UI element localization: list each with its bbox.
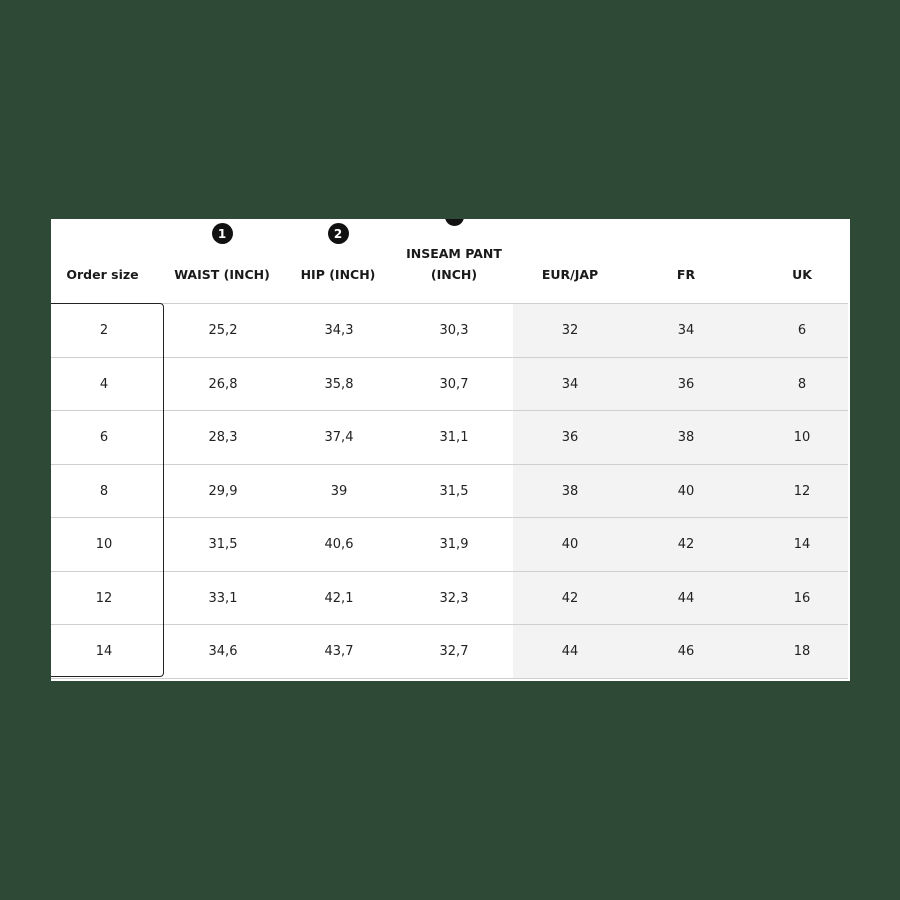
cell-fr: 46 xyxy=(677,644,695,659)
cell-uk: 10 xyxy=(793,430,811,445)
header-waist xyxy=(164,219,280,303)
cell-uk: 18 xyxy=(793,644,811,659)
table-row xyxy=(51,411,848,464)
cell-hip: 37,4 xyxy=(324,430,354,445)
cell-inseam: 32,7 xyxy=(439,644,469,659)
cell-hip: 39 xyxy=(330,483,348,499)
cell-fr: 42 xyxy=(677,537,695,552)
table-row xyxy=(51,465,848,518)
table-header xyxy=(51,219,850,303)
cell-fr: 44 xyxy=(677,590,695,606)
cell-hip: 40,6 xyxy=(324,537,354,552)
cell-uk: 12 xyxy=(793,483,811,499)
cell-eur-jap: 38 xyxy=(561,483,579,499)
cell-hip: 35,8 xyxy=(324,376,354,392)
order-size-highlight xyxy=(51,303,164,677)
marker-2-icon: 2 xyxy=(328,223,349,244)
cell-order-size: 14 xyxy=(95,644,113,659)
cell-inseam: 30,7 xyxy=(439,376,469,392)
cell-inseam: 31,5 xyxy=(439,483,469,499)
table-row xyxy=(51,518,848,571)
header-uk-label: UK xyxy=(792,267,812,282)
header-eur-jap-label: EUR/JAP xyxy=(541,267,599,282)
cell-waist: 33,1 xyxy=(208,590,238,606)
header-hip xyxy=(280,219,396,303)
cell-waist: 25,2 xyxy=(208,323,238,338)
header-inseam-label-line1: INSEAM PANT xyxy=(406,246,502,261)
cell-fr: 36 xyxy=(677,376,695,392)
cell-waist: 31,5 xyxy=(208,537,238,552)
table-row xyxy=(51,358,848,411)
cell-eur-jap: 32 xyxy=(561,323,579,338)
cell-fr: 40 xyxy=(677,483,695,499)
cell-hip: 42,1 xyxy=(324,590,354,606)
table-row xyxy=(51,572,848,625)
cell-eur-jap: 36 xyxy=(561,430,579,445)
header-order-size xyxy=(51,219,154,303)
cell-inseam: 30,3 xyxy=(439,323,469,338)
cell-uk: 14 xyxy=(793,537,811,552)
cell-eur-jap: 42 xyxy=(561,590,579,606)
header-eur-jap xyxy=(512,219,628,303)
cell-uk: 16 xyxy=(793,590,811,606)
cell-waist: 26,8 xyxy=(208,376,238,392)
table-row xyxy=(51,625,848,678)
header-fr xyxy=(628,219,744,303)
header-waist-label: WAIST (INCH) xyxy=(174,267,270,282)
cell-order-size: 12 xyxy=(95,590,113,606)
cell-order-size: 2 xyxy=(99,323,109,338)
header-inseam-label-line2: (INCH) xyxy=(430,267,478,282)
header-uk xyxy=(744,219,850,303)
header-hip-label: HIP (INCH) xyxy=(300,267,376,282)
marker-1-icon: 1 xyxy=(212,223,233,244)
cell-waist: 29,9 xyxy=(208,483,238,499)
cell-fr: 34 xyxy=(677,323,695,338)
cell-uk: 8 xyxy=(797,376,807,392)
cell-eur-jap: 44 xyxy=(561,644,579,659)
cell-eur-jap: 34 xyxy=(561,376,579,392)
cell-inseam: 32,3 xyxy=(439,590,469,606)
table-row xyxy=(51,304,848,357)
cell-waist: 34,6 xyxy=(208,644,238,659)
header-inseam xyxy=(396,219,512,303)
cell-eur-jap: 40 xyxy=(561,537,579,552)
cell-hip: 34,3 xyxy=(324,323,354,338)
cell-order-size: 8 xyxy=(99,483,109,499)
cell-inseam: 31,1 xyxy=(439,430,469,445)
cell-order-size: 6 xyxy=(99,430,109,445)
cell-hip: 43,7 xyxy=(324,644,354,659)
cell-waist: 28,3 xyxy=(208,430,238,445)
header-fr-label: FR xyxy=(676,267,696,282)
size-chart-table xyxy=(51,219,850,681)
header-order-size-label: Order size xyxy=(66,267,139,282)
divider xyxy=(51,678,848,679)
cell-fr: 38 xyxy=(677,430,695,445)
cell-inseam: 31,9 xyxy=(439,537,469,552)
cell-order-size: 4 xyxy=(99,376,109,392)
cell-uk: 6 xyxy=(797,323,807,338)
cell-order-size: 10 xyxy=(95,537,113,552)
